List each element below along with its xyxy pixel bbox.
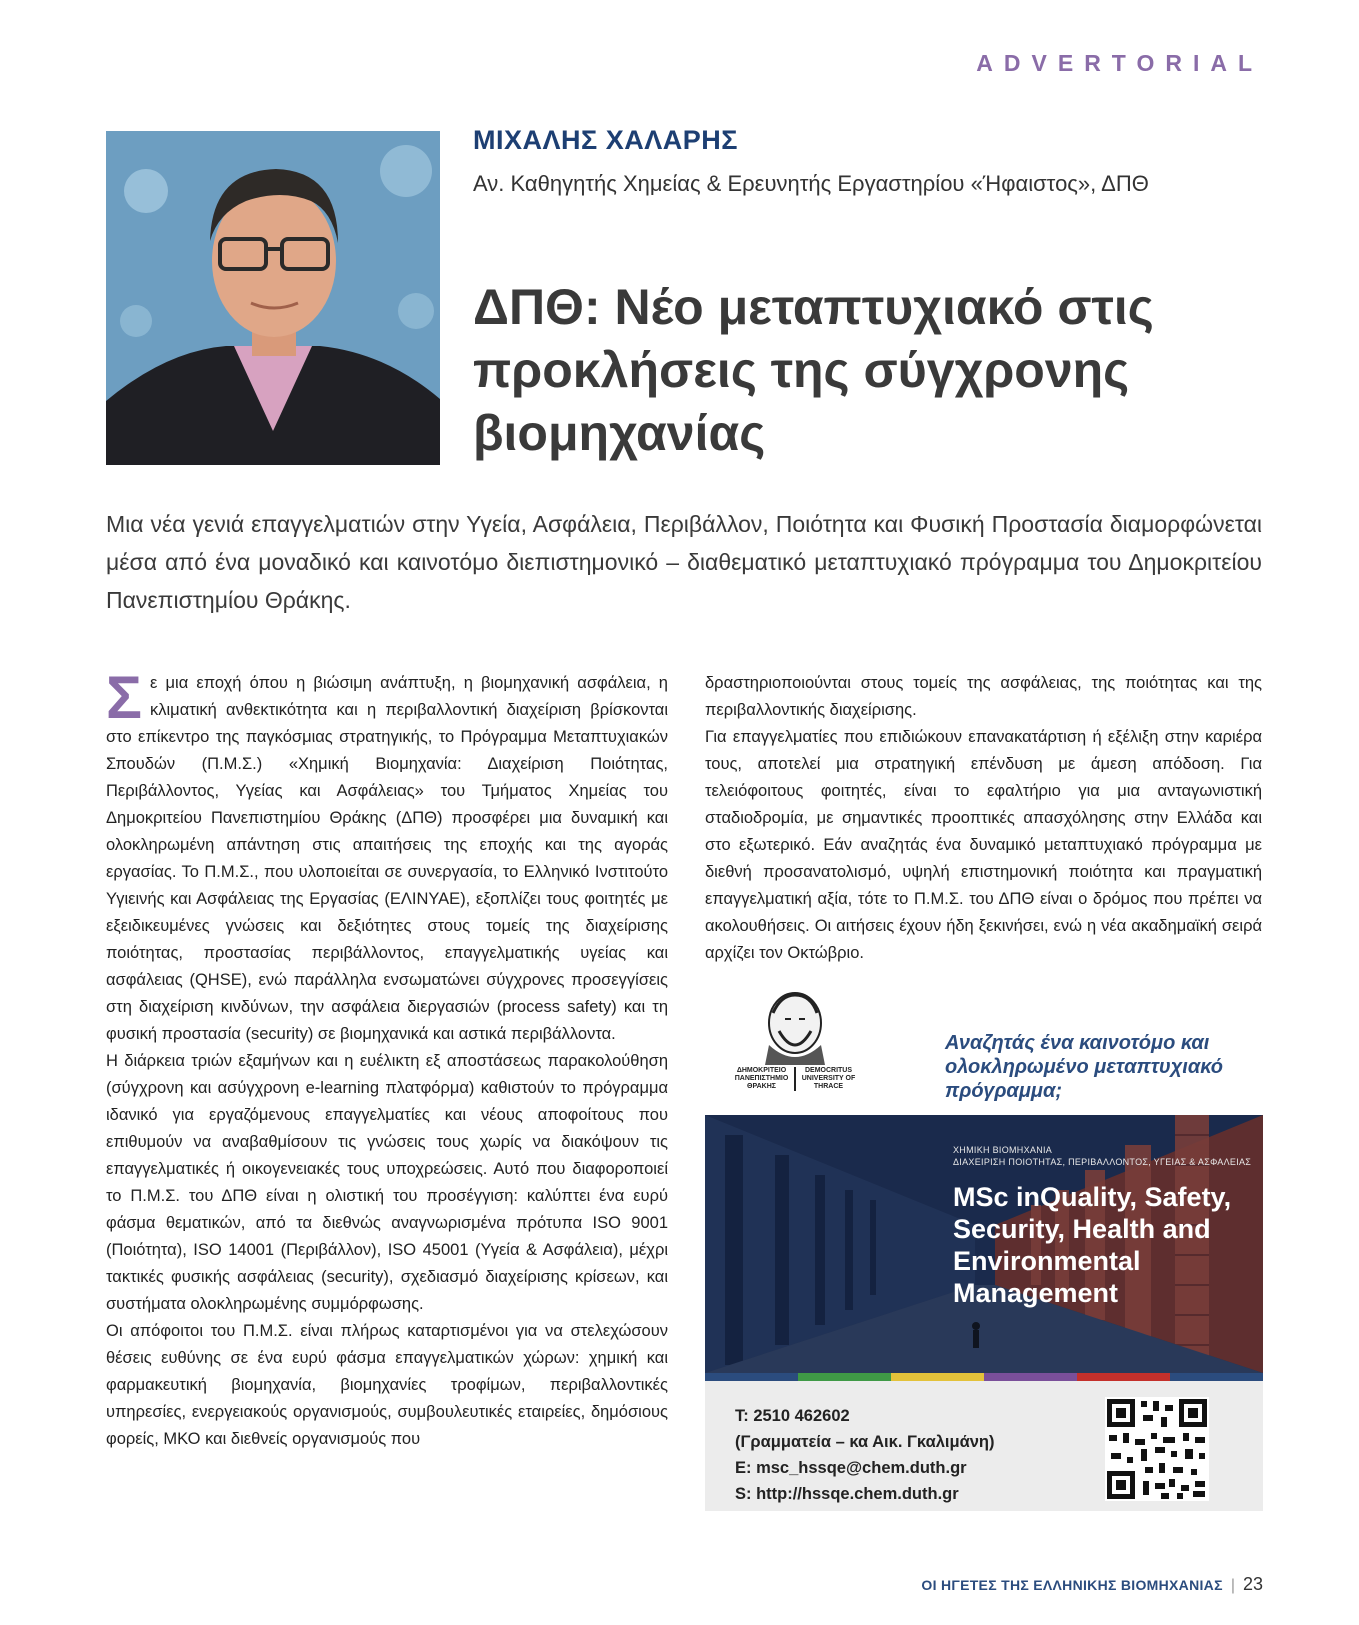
color-stripe [984, 1373, 1077, 1381]
advertorial-label: ADVERTORIAL [976, 50, 1263, 76]
university-logo-text [729, 1067, 861, 1091]
qr-code-icon [1105, 1397, 1209, 1501]
msc-advertisement [705, 987, 1263, 1511]
author-role: Αν. Καθηγητής Χημείας & Ερευνητής Εργαστηρίου «Ήφαιστος», ΔΠΘ [473, 171, 1149, 196]
body-paragraph: Οι απόφοιτοι του Π.Μ.Σ. είναι πλήρως καταρτισμένοι για να στελεχώσουν θέσεις ευθύνης σε ένα ευρύ φάσμα επαγγελματικών χώρων: χημική και φαρμακευτική βιομηχανία, βιομηχανίες τροφίμων, περιβαλλοντικές υπηρεσίες, ενεργειακούς οργανισμούς, συμβουλευτικές εταιρείες, δημόσιους φορείς, ΜΚΟ και διεθνείς οργανισμούς που [106, 1322, 668, 1448]
article-lead: Μια νέα γενιά επαγγελματιών στην Υγεία, Ασφάλεια, Περιβάλλον, Ποιότητα και Φυσική Προστασία διαμορφώνεται μέσα από ένα μοναδικό και καινοτόμο διεπιστημονικό – διαθεματικό μεταπτυχιακό πρόγραμμα του Δημοκριτείου Πανεπιστημίου Θράκης. [106, 511, 1262, 613]
color-stripe [891, 1373, 984, 1381]
body-paragraph: Η διάρκεια τριών εξαμήνων και η ευέλικτη εξ αποστάσεως παρακολούθηση (σύγχρονη και ασύγχρονη e-learning πλατφόρμα) καθιστούν το πρόγραμμα ιδανικό για εργαζόμενους επαγγελματίες και νέους αποφοίτους που επιθυμούν να αναβαθμίσουν τις γνώσεις τους χωρίς να διακόψουν τις επαγγελματικές ή οικογενειακές τους υποχρεώσεις. Αυτό που διαφοροποιεί το Π.Μ.Σ. του ΔΠΘ είναι η ολιστική του προσέγγιση: καλύπτει ένα ευρύ φάσμα θεματικών, από τα διεθνώς αναγνωρισμένα πρότυπα ISO 9001 (Ποιότητα), ISO 14001 (Περιβάλλον), ISO 45001 (Υγεία & Ασφάλεια), μέχρι τακτικές φυσικής ασφάλειας (security), σχεδιασμό διαχείρισης κρίσεων, και συστήματα ολοκληρωμένης συμμόρφωσης. [106, 1052, 668, 1313]
page-number: 23 [1242, 1574, 1263, 1594]
author-name: ΜΙΧΑΛΗΣ ΧΑΛΑΡΗΣ [473, 125, 738, 155]
logo-text-greek: ΔΗΜΟΚΡΙΤΕΙΟ ΠΑΝΕΠΙΣΤΗΜΙΟ ΘΡΑΚΗΣ [734, 1067, 789, 1090]
logo-text-english: DEMOCRITUS UNIVERSITY OF THRACE [801, 1067, 856, 1090]
body-paragraph: ε μια εποχή όπου η βιώσιμη ανάπτυξη, η βιομηχανική ασφάλεια, η κλιματική ανθεκτικότητα και η περιβαλλοντική διαχείριση βρίσκονται στο επίκεντρο της παγκόσμιας στρατηγικής, το Πρόγραμμα Μεταπτυχιακών Σπουδών (Π.Μ.Σ.) «Χημική Βιομηχανία: Διαχείριση Ποιότητας, Περιβάλλοντος, Υγείας και Ασφάλειας» του Τμήματος Χημείας του Δημοκριτείου Πανεπιστημίου Θράκης (ΔΠΘ) προσφέρει μια δυναμική και ολοκληρωμένη απάντηση στις απαιτήσεις της εποχής και της αγοράς εργασίας. Το Π.Μ.Σ., που υλοποιείται σε συνεργασία, το Ελληνικό Ινστιτούτο Υγιεινής και Ασφάλειας της Εργασίας (ΕΛΙΝΥΑΕ), εξοπλίζει τους φοιτητές με εξειδικευμένες γνώσεις και δεξιότητες στους τομείς της διαχείρισης ποιότητας, προστασίας περιβάλλοντος, επαγγελματικής υγείας και ασφάλειας (QHSE), ενώ παράλληλα ενσωματώνει σύγχρονες προσεγγίσεις στη διαχείριση κινδύνων, την ασφάλεια διεργασιών (process safety) και τη φυσική προστασία (security) σε βιομηχανικά και αστικά περιβάλλοντα. [106, 674, 668, 1043]
ad-subtitle-line2: ΔΙΑΧΕΙΡΙΣΗ ΠΟΙΟΤΗΤΑΣ, ΠΕΡΙΒΑΛΛΟΝΤΟΣ, ΥΓΕΙΑΣ & ΑΣΦΑΛΕΙΑΣ [953, 1157, 1252, 1167]
contact-details [735, 1403, 994, 1507]
page-footer [921, 1574, 1263, 1595]
ad-subtitle [953, 1144, 1251, 1168]
contact-website: S: http://hssqe.chem.duth.gr [735, 1485, 959, 1503]
ad-subtitle-line1: ΧΗΜΙΚΗ ΒΙΟΜΗΧΑΝΙΑ [953, 1145, 1053, 1155]
magazine-name: ΟΙ ΗΓΕΤΕΣ ΤΗΣ ΕΛΛΗΝΙΚΗΣ ΒΙΟΜΗΧΑΝΙΑΣ [921, 1577, 1223, 1593]
contact-email: E: msc_hssqe@chem.duth.gr [735, 1459, 967, 1477]
author-photo [106, 131, 440, 465]
color-stripe [798, 1373, 891, 1381]
contact-secretariat: (Γραμματεία – κα Αικ. Γκαλιμάνη) [735, 1433, 995, 1451]
ad-program-title: MSc inQuality, Safety, Security, Health and Environmental Management [953, 1182, 1232, 1308]
color-stripe [1077, 1373, 1170, 1381]
body-paragraph: δραστηριοποιούνται στους τομείς της ασφάλειας, της ποιότητας και της περιβαλλοντικής διαχείρισης. [705, 674, 1262, 719]
footer-separator: | [1230, 1577, 1235, 1594]
body-paragraph: Για επαγγελματίες που επιδιώκουν επανακατάρτιση ή εξέλιξη στην καριέρα τους, αποτελεί μια στρατηγική επένδυση με άμεση απόδοση. Για τελειόφοιτους φοιτητές, είναι το εφαλτήριο για μια ανταγωνιστική σταδιοδρομία, με σημαντικές προοπτικές απασχόλησης στην Ελλάδα και στο εξωτερικό. Εάν αναζητάς ένα δυναμικό μεταπτυχιακό πρόγραμμα με διεθνή προσανατολισμό, υψηλή επιστημονική ποιότητα και πραγματική επαγγελματική αξία, τότε το Π.Μ.Σ. του ΔΠΘ είναι ο δρόμος που πρέπει να ακολουθήσεις. Οι αιτήσεις έχουν ήδη ξεκινήσει, ενώ η νέα ακαδημαϊκή σειρά αρχίζει τον Οκτώβριο. [705, 728, 1262, 962]
contact-phone: T: 2510 462602 [735, 1407, 850, 1425]
drop-cap: Σ [106, 664, 143, 731]
ad-tagline: Αναζητάς ένα καινοτόμο και ολοκληρωμένο μεταπτυχιακό πρόγραμμα; [945, 1032, 1223, 1102]
color-stripe [1170, 1373, 1263, 1381]
ad-contact-box [705, 1381, 1263, 1511]
body-column-right [705, 670, 1262, 967]
color-stripes [705, 1373, 1263, 1381]
article-headline: ΔΠΘ: Νέο μεταπτυχιακό στις προκλήσεις της σύγχρονης βιομηχανίας [473, 279, 1154, 461]
color-stripe [705, 1373, 798, 1381]
body-column-left [106, 664, 668, 1453]
